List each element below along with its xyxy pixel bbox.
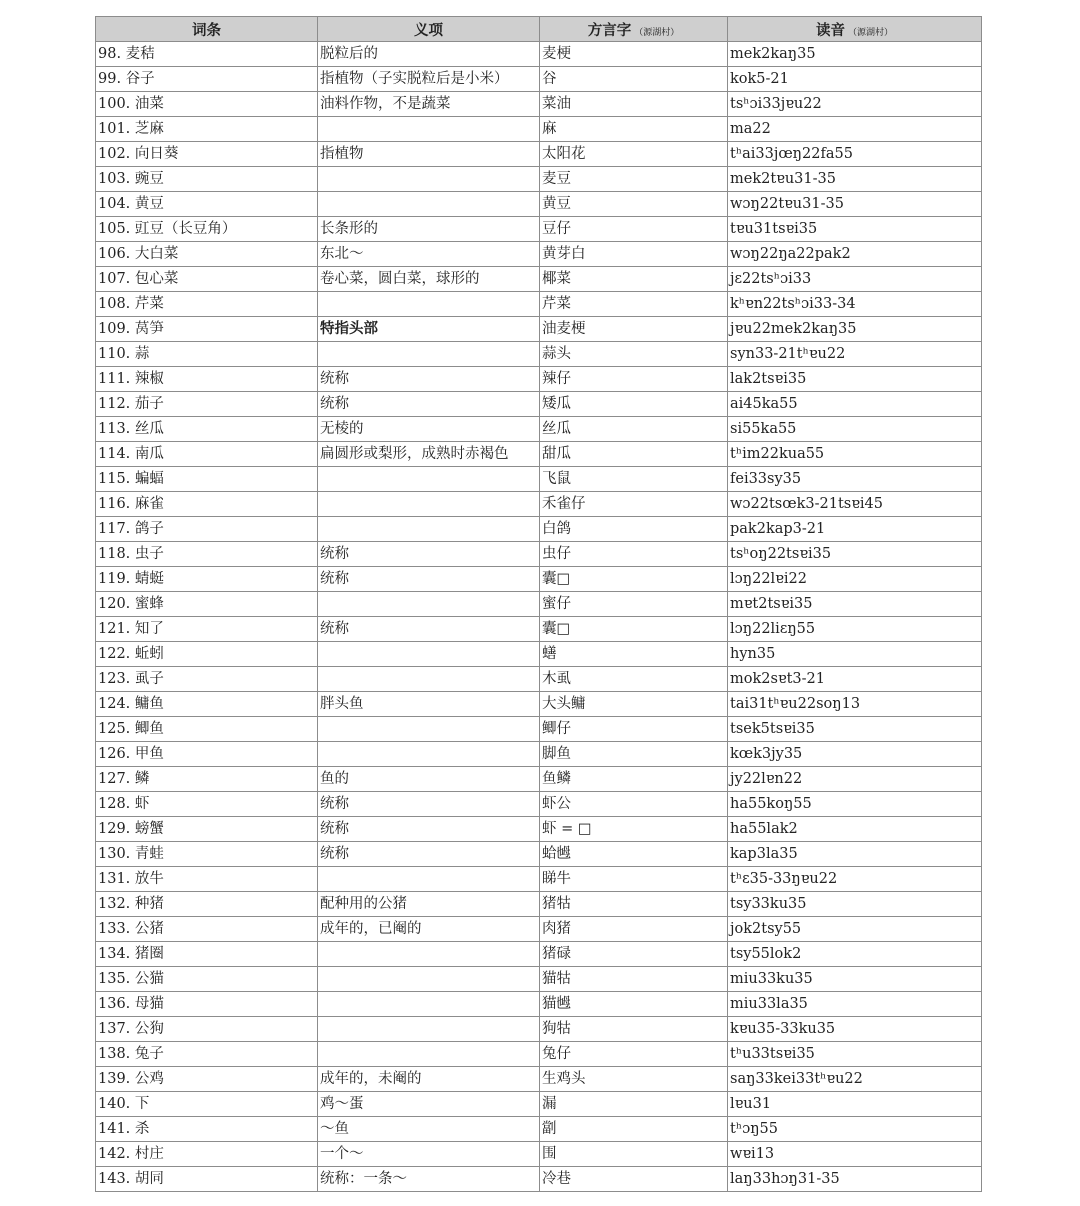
header-reading-label: 读音 (815, 22, 845, 39)
reading-cell: mɐt2tsɐi35 (728, 592, 982, 617)
reading-cell: ha55lak2 (728, 817, 982, 842)
term-cell: 130. 青蛙 (96, 842, 318, 867)
header-meaning-label: 义项 (414, 22, 443, 39)
term-cell: 98. 麦秸 (96, 42, 318, 67)
dialect-char-cell: 白鸽 (540, 517, 728, 542)
meaning-cell: 鱼的 (318, 767, 540, 792)
term-cell: 104. 黄豆 (96, 192, 318, 217)
reading-cell: fei33sy35 (728, 467, 982, 492)
meaning-cell: 特指头部 (318, 317, 540, 342)
term-cell: 111. 辣椒 (96, 367, 318, 392)
reading-cell: miu33ku35 (728, 967, 982, 992)
table-row (96, 442, 982, 467)
meaning-cell: 配种用的公猪 (318, 892, 540, 917)
term-cell: 131. 放牛 (96, 867, 318, 892)
table-row (96, 367, 982, 392)
dialect-char-cell: 麦梗 (540, 42, 728, 67)
dialect-char-cell: 虫仔 (540, 542, 728, 567)
meaning-cell: 扁圆形或梨形，成熟时赤褐色 (318, 442, 540, 467)
reading-cell: tsʰɔi33jɐu22 (728, 92, 982, 117)
dialect-char-cell: 睇牛 (540, 867, 728, 892)
meaning-cell: 统称 (318, 817, 540, 842)
table-row (96, 642, 982, 667)
term-cell: 143. 胡同 (96, 1167, 318, 1192)
reading-cell: si55ka55 (728, 417, 982, 442)
term-cell: 128. 虾 (96, 792, 318, 817)
meaning-cell (318, 717, 540, 742)
dialect-char-cell: 蜜仔 (540, 592, 728, 617)
header-reading (728, 17, 982, 42)
dialect-char-cell: 黄芽白 (540, 242, 728, 267)
table-row (96, 217, 982, 242)
meaning-cell: 统称 (318, 842, 540, 867)
table-row (96, 142, 982, 167)
meaning-cell: 指植物（子实脱粒后是小米） (318, 67, 540, 92)
term-cell: 137. 公狗 (96, 1017, 318, 1042)
reading-cell: miu33la35 (728, 992, 982, 1017)
meaning-cell: 东北～ (318, 242, 540, 267)
reading-cell: jy22lɐn22 (728, 767, 982, 792)
reading-cell: kap3la35 (728, 842, 982, 867)
reading-cell: tsy33ku35 (728, 892, 982, 917)
meaning-cell (318, 942, 540, 967)
term-cell: 120. 蜜蜂 (96, 592, 318, 617)
dialect-char-cell: 飞鼠 (540, 467, 728, 492)
term-cell: 118. 虫子 (96, 542, 318, 567)
meaning-cell: 油料作物，不是蔬菜 (318, 92, 540, 117)
table-row (96, 567, 982, 592)
header-meaning (318, 17, 540, 42)
term-cell: 106. 大白菜 (96, 242, 318, 267)
dialect-char-cell: 矮瓜 (540, 392, 728, 417)
reading-cell: laŋ33hɔŋ31-35 (728, 1167, 982, 1192)
meaning-cell (318, 517, 540, 542)
table-row (96, 867, 982, 892)
dialect-char-cell: 围 (540, 1142, 728, 1167)
table-row (96, 192, 982, 217)
reading-cell: hyn35 (728, 642, 982, 667)
term-cell: 119. 蜻蜓 (96, 567, 318, 592)
term-cell: 138. 兔子 (96, 1042, 318, 1067)
dialect-char-cell: 猫牯 (540, 967, 728, 992)
term-cell: 133. 公猪 (96, 917, 318, 942)
table-row (96, 267, 982, 292)
term-cell: 126. 甲鱼 (96, 742, 318, 767)
term-cell: 115. 蝙蝠 (96, 467, 318, 492)
term-cell: 141. 杀 (96, 1117, 318, 1142)
term-cell: 112. 茄子 (96, 392, 318, 417)
reading-cell: syn33-21tʰɐu22 (728, 342, 982, 367)
table-row (96, 667, 982, 692)
term-cell: 132. 种猪 (96, 892, 318, 917)
term-cell: 99. 谷子 (96, 67, 318, 92)
reading-cell: mek2tɐu31-35 (728, 167, 982, 192)
table-row (96, 292, 982, 317)
meaning-cell (318, 867, 540, 892)
term-cell: 101. 芝麻 (96, 117, 318, 142)
header-dialect-sub: （源湖村） (634, 27, 680, 38)
dialect-char-cell: 木虱 (540, 667, 728, 692)
term-cell: 113. 丝瓜 (96, 417, 318, 442)
table-row (96, 92, 982, 117)
dialect-char-cell: 鱼鳞 (540, 767, 728, 792)
header-reading-sub: （源湖村） (847, 27, 893, 38)
header-term (96, 17, 318, 42)
term-cell: 107. 包心菜 (96, 267, 318, 292)
dialect-char-cell: 虾 = □ (540, 817, 728, 842)
header-dialect-label: 方言字 (587, 22, 632, 39)
table-row (96, 1092, 982, 1117)
term-cell: 136. 母猫 (96, 992, 318, 1017)
table-row (96, 242, 982, 267)
dialect-char-cell: 麦豆 (540, 167, 728, 192)
reading-cell: kok5-21 (728, 67, 982, 92)
reading-cell: lak2tsɐi35 (728, 367, 982, 392)
dialect-char-cell: 狗牯 (540, 1017, 728, 1042)
meaning-cell (318, 467, 540, 492)
reading-cell: tʰim22kua55 (728, 442, 982, 467)
reading-cell: pak2kap3-21 (728, 517, 982, 542)
term-cell: 139. 公鸡 (96, 1067, 318, 1092)
term-cell: 102. 向日葵 (96, 142, 318, 167)
dialect-char-cell: 虾公 (540, 792, 728, 817)
table-row (96, 817, 982, 842)
dialect-char-cell: 劏 (540, 1117, 728, 1142)
term-cell: 105. 豇豆（长豆角） (96, 217, 318, 242)
term-cell: 123. 虱子 (96, 667, 318, 692)
dialect-char-cell: 漏 (540, 1092, 728, 1117)
meaning-cell: 统称 (318, 367, 540, 392)
vocabulary-table (95, 16, 982, 1192)
dialect-char-cell: 蟮 (540, 642, 728, 667)
table-row (96, 967, 982, 992)
term-cell: 140. 下 (96, 1092, 318, 1117)
reading-cell: tai31tʰɐu22soŋ13 (728, 692, 982, 717)
header-dialect-char (540, 17, 728, 42)
meaning-cell: 一个～ (318, 1142, 540, 1167)
meaning-cell (318, 1042, 540, 1067)
reading-cell: lɔŋ22lɐi22 (728, 567, 982, 592)
dialect-char-cell: 禾雀仔 (540, 492, 728, 517)
table-row (96, 42, 982, 67)
meaning-cell: ～鱼 (318, 1117, 540, 1142)
term-cell: 108. 芹菜 (96, 292, 318, 317)
meaning-cell (318, 342, 540, 367)
reading-cell: jɛ22tsʰɔi33 (728, 267, 982, 292)
meaning-cell: 脱粒后的 (318, 42, 540, 67)
reading-cell: tʰɛ35-33ŋɐu22 (728, 867, 982, 892)
meaning-cell (318, 742, 540, 767)
meaning-cell (318, 167, 540, 192)
meaning-cell (318, 492, 540, 517)
reading-cell: wɔŋ22tɐu31-35 (728, 192, 982, 217)
term-cell: 134. 猪圈 (96, 942, 318, 967)
table-row (96, 317, 982, 342)
term-cell: 127. 鳞 (96, 767, 318, 792)
table-row (96, 67, 982, 92)
reading-cell: wɐi13 (728, 1142, 982, 1167)
reading-cell: tʰu33tsɐi35 (728, 1042, 982, 1067)
dialect-char-cell: 猫乸 (540, 992, 728, 1017)
meaning-cell: 鸡～蛋 (318, 1092, 540, 1117)
dialect-char-cell: 辣仔 (540, 367, 728, 392)
dialect-char-cell: 大头鳙 (540, 692, 728, 717)
reading-cell: ma22 (728, 117, 982, 142)
reading-cell: kɐu35-33ku35 (728, 1017, 982, 1042)
header-term-label: 词条 (192, 22, 221, 39)
term-cell: 135. 公猫 (96, 967, 318, 992)
table-row (96, 617, 982, 642)
dialect-char-cell: 太阳花 (540, 142, 728, 167)
table-row (96, 592, 982, 617)
table-row (96, 342, 982, 367)
dialect-char-cell: 冷巷 (540, 1167, 728, 1192)
table-row (96, 492, 982, 517)
table-row (96, 792, 982, 817)
dialect-char-cell: 麻 (540, 117, 728, 142)
dialect-char-cell: 蛤乸 (540, 842, 728, 867)
table-row (96, 117, 982, 142)
meaning-cell: 长条形的 (318, 217, 540, 242)
meaning-cell: 指植物 (318, 142, 540, 167)
reading-cell: jok2tsy55 (728, 917, 982, 942)
term-cell: 129. 螃蟹 (96, 817, 318, 842)
meaning-cell (318, 292, 540, 317)
dialect-char-cell: 谷 (540, 67, 728, 92)
table-row (96, 167, 982, 192)
term-cell: 116. 麻雀 (96, 492, 318, 517)
table-row (96, 942, 982, 967)
table-row (96, 717, 982, 742)
reading-cell: mok2sɐt3-21 (728, 667, 982, 692)
reading-cell: kœk3jy35 (728, 742, 982, 767)
meaning-cell: 成年的，已阉的 (318, 917, 540, 942)
meaning-cell: 统称 (318, 542, 540, 567)
reading-cell: ha55koŋ55 (728, 792, 982, 817)
table-row (96, 742, 982, 767)
table-header (96, 17, 982, 42)
dialect-char-cell: 油麦梗 (540, 317, 728, 342)
table-row (96, 1142, 982, 1167)
dialect-char-cell: 生鸡头 (540, 1067, 728, 1092)
meaning-cell (318, 642, 540, 667)
table-row (96, 1117, 982, 1142)
reading-cell: ai45ka55 (728, 392, 982, 417)
meaning-cell: 统称 (318, 567, 540, 592)
meaning-cell (318, 967, 540, 992)
dialect-char-cell: 猪碌 (540, 942, 728, 967)
reading-cell: tʰɔŋ55 (728, 1117, 982, 1142)
meaning-cell: 统称 (318, 392, 540, 417)
term-cell: 117. 鸽子 (96, 517, 318, 542)
table-row (96, 917, 982, 942)
table-row (96, 1017, 982, 1042)
table-row (96, 992, 982, 1017)
dialect-char-cell: 蒜头 (540, 342, 728, 367)
dialect-char-cell: 甜瓜 (540, 442, 728, 467)
meaning-cell: 胖头鱼 (318, 692, 540, 717)
meaning-cell (318, 117, 540, 142)
reading-cell: tsek5tsɐi35 (728, 717, 982, 742)
meaning-cell (318, 1017, 540, 1042)
dialect-char-cell: 脚鱼 (540, 742, 728, 767)
term-cell: 109. 莴笋 (96, 317, 318, 342)
reading-cell: jɐu22mek2kaŋ35 (728, 317, 982, 342)
reading-cell: tʰai33jœŋ22fa55 (728, 142, 982, 167)
dialect-char-cell: 鲫仔 (540, 717, 728, 742)
meaning-cell: 统称 (318, 617, 540, 642)
meaning-cell (318, 992, 540, 1017)
table-row (96, 692, 982, 717)
table-body (96, 42, 982, 1192)
reading-cell: tsʰoŋ22tsɐi35 (728, 542, 982, 567)
table-row (96, 392, 982, 417)
reading-cell: mek2kaŋ35 (728, 42, 982, 67)
meaning-cell: 统称 (318, 792, 540, 817)
reading-cell: tsy55lok2 (728, 942, 982, 967)
meaning-cell (318, 667, 540, 692)
table-row (96, 892, 982, 917)
dialect-char-cell: 芹菜 (540, 292, 728, 317)
reading-cell: saŋ33kei33tʰɐu22 (728, 1067, 982, 1092)
term-cell: 122. 蚯蚓 (96, 642, 318, 667)
reading-cell: wɔ22tsœk3-21tsɐi45 (728, 492, 982, 517)
table-row (96, 1042, 982, 1067)
meaning-cell: 卷心菜，圆白菜，球形的 (318, 267, 540, 292)
table-row (96, 542, 982, 567)
term-cell: 121. 知了 (96, 617, 318, 642)
table-row (96, 767, 982, 792)
dialect-char-cell: 丝瓜 (540, 417, 728, 442)
term-cell: 100. 油菜 (96, 92, 318, 117)
term-cell: 103. 豌豆 (96, 167, 318, 192)
meaning-cell (318, 192, 540, 217)
reading-cell: wɔŋ22ŋa22pak2 (728, 242, 982, 267)
table-row (96, 417, 982, 442)
reading-cell: lɐu31 (728, 1092, 982, 1117)
term-cell: 114. 南瓜 (96, 442, 318, 467)
dialect-char-cell: 猪牯 (540, 892, 728, 917)
term-cell: 110. 蒜 (96, 342, 318, 367)
table-row (96, 1067, 982, 1092)
meaning-cell (318, 592, 540, 617)
dialect-char-cell: 肉猪 (540, 917, 728, 942)
dialect-char-cell: 黄豆 (540, 192, 728, 217)
reading-cell: lɔŋ22liɛŋ55 (728, 617, 982, 642)
dialect-char-cell: 囊□ (540, 617, 728, 642)
term-cell: 142. 村庄 (96, 1142, 318, 1167)
dialect-char-cell: 兔仔 (540, 1042, 728, 1067)
meaning-cell: 统称：一条～ (318, 1167, 540, 1192)
table-row (96, 842, 982, 867)
meaning-cell: 无棱的 (318, 417, 540, 442)
dialect-char-cell: 豆仔 (540, 217, 728, 242)
table-row (96, 467, 982, 492)
term-cell: 124. 鳙鱼 (96, 692, 318, 717)
table-row (96, 517, 982, 542)
table-row (96, 1167, 982, 1192)
meaning-cell: 成年的，未阉的 (318, 1067, 540, 1092)
reading-cell: kʰɐn22tsʰɔi33-34 (728, 292, 982, 317)
header-row (96, 17, 982, 42)
dialect-char-cell: 菜油 (540, 92, 728, 117)
dialect-char-cell: 椰菜 (540, 267, 728, 292)
reading-cell: tɐu31tsɐi35 (728, 217, 982, 242)
term-cell: 125. 鲫鱼 (96, 717, 318, 742)
dialect-char-cell: 囊□ (540, 567, 728, 592)
